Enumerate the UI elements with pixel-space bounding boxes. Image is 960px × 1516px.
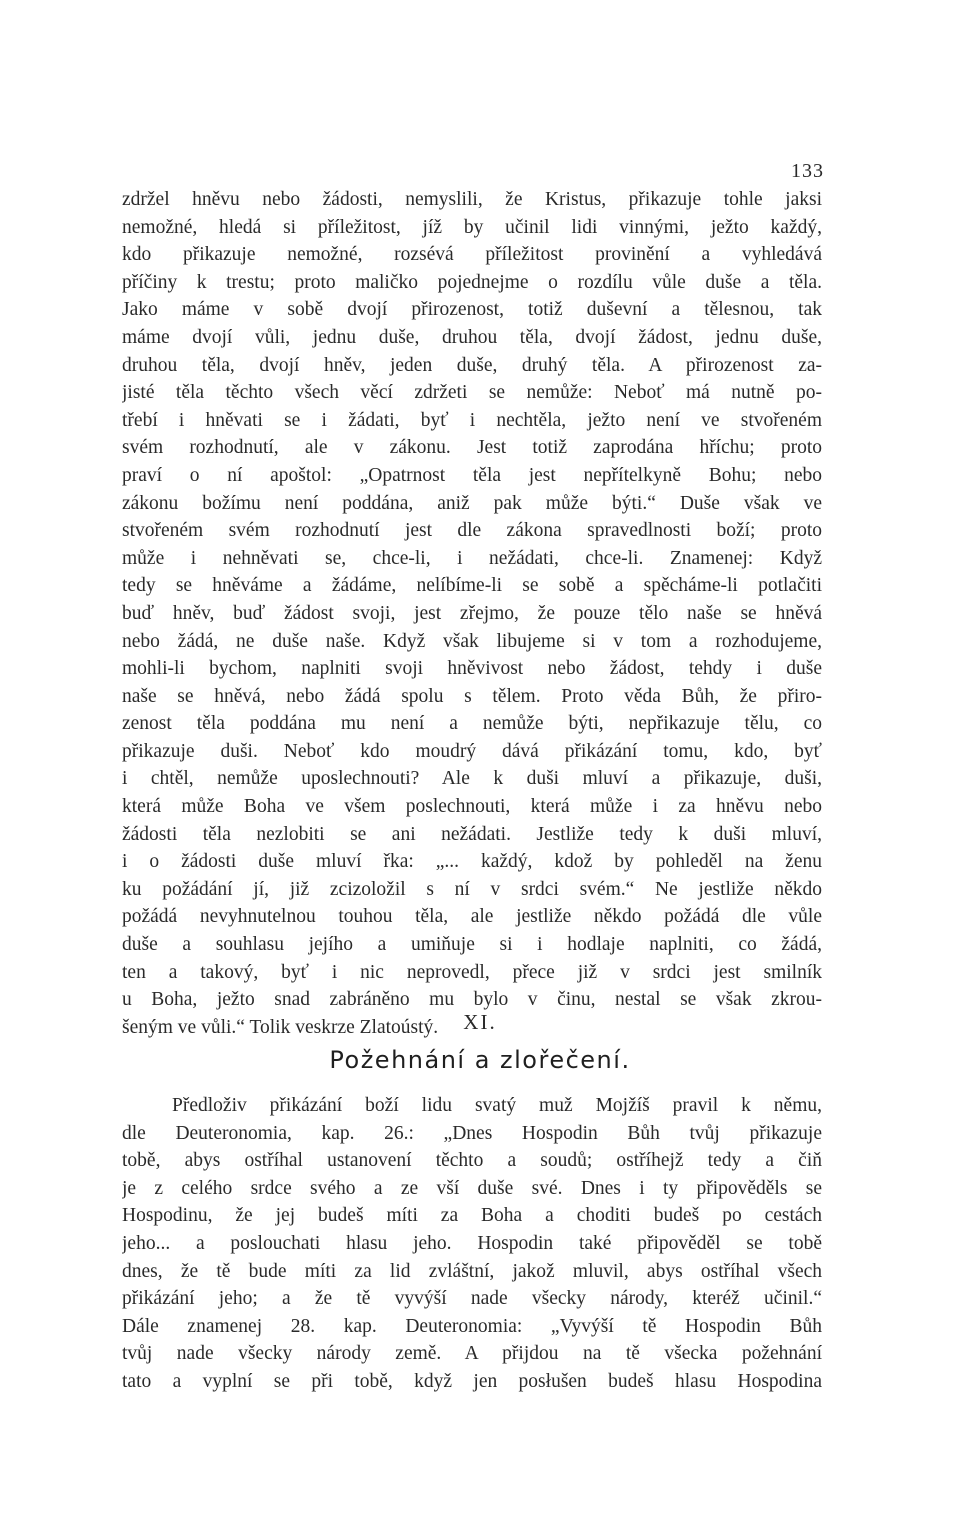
text-line: Hospodinu, že jej budeš míti za Boha a choditi budeš po cestách bbox=[122, 1205, 822, 1227]
text-line: příčiny k trestu; proto maličko pojednejme o rozdílu vůle duše a těla. bbox=[122, 271, 822, 293]
text-line: kdo přikazuje nemožné, rozsévá příležitost provinění a vyhledává bbox=[122, 244, 822, 266]
text-line: dle Deuteronomia, kap. 26.: „Dnes Hospodin Bůh tvůj přikazuje bbox=[122, 1122, 822, 1144]
text-line: tedy se hněváme a žádáme, nelíbíme-li se sobě a spěcháme-li potlačiti bbox=[122, 575, 822, 597]
text-line: může i nehněvati se, chce-li, i nežádati, chce-li. Znamenej: Když bbox=[122, 547, 822, 569]
text-line: která může Boha ve všem poslechnouti, která může i za hněvu nebo bbox=[122, 796, 822, 818]
text-line: jisté těla těchto všech věcí zdržeti se nemůže: Neboť má nutně po- bbox=[122, 382, 822, 404]
text-line: tvůj nade všecky národy země. A přijdou na tě všecka požehnání bbox=[122, 1343, 822, 1365]
text-line: stvořeném svém rozhodnutí jest dle zákona spravedlnosti boží; proto bbox=[122, 520, 822, 542]
text-line: nebo žádá, ne duše naše. Když však libujeme si v tom a rozhodujeme, bbox=[122, 630, 822, 652]
text-line: tobě, abys ostříhal ustanovení těchto a soudů; ostříhejž tedy a čiň bbox=[122, 1150, 822, 1172]
text-line: přikázání jeho; a že tě vyvýší nade všecky národy, kteréž učinil.“ bbox=[122, 1288, 822, 1310]
text-line: svém rozhodnutí, ale v zákonu. Jest totiž zaprodána hříchu; proto bbox=[122, 437, 822, 459]
text-line: jeho... a poslouchati hlasu jeho. Hospodin také připověděl se tobě bbox=[122, 1232, 822, 1254]
text-line: zenost těla poddána mu není a nemůže býti, nepřikazuje tělu, co bbox=[122, 713, 822, 735]
text-line: druhou těla, dvojí hněv, jeden duše, druhý těla. A přirozenost za- bbox=[122, 354, 822, 376]
text-line: zákonu božímu není poddána, aniž pak může býti.“ Duše však ve bbox=[122, 492, 822, 514]
section-number: XI. bbox=[463, 1010, 497, 1034]
text-line: tato a vyplní se při tobě, když jen posłušen budeš hlasu Hospodina bbox=[122, 1370, 822, 1392]
text-line: máme dvojí vůli, jednu duše, druhou těla, dvojí žádost, jednu duše, bbox=[122, 326, 822, 348]
text-line: u Boha, ježto snad zabráněno mu bylo v činu, nestal se však zkrou- bbox=[122, 989, 822, 1011]
body-paragraph bbox=[122, 186, 822, 1041]
section-title: Požehnání a zlořečení. bbox=[329, 1046, 631, 1074]
text-line: buď hněv, buď žádost svoji, jest zřejmo, že pouze tělo naše se hněvá bbox=[122, 602, 822, 624]
text-line: i o žádosti duše mluví řka: „... každý, kdož by pohleděl na ženu bbox=[122, 851, 822, 873]
page-number: 133 bbox=[791, 160, 824, 182]
text-line: Dále znamenej 28. kap. Deuteronomia: „Vyvýší tě Hospodin Bůh bbox=[122, 1315, 822, 1337]
text-line: přikazuje duši. Neboť kdo moudrý dává přikázání tomu, kdo, byť bbox=[122, 740, 822, 762]
text-line: naše se hněvá, nebo žádá spolu s tělem. Proto věda Bůh, že přiro- bbox=[122, 685, 822, 707]
text-line: nemožné, hledá si příležitost, jíž by učinil lidi vinnými, ježto každý, bbox=[122, 216, 822, 238]
text-line: požádá nevyhnutelnou touhou těla, ale jestliže někdo požádá dle vůle bbox=[122, 906, 822, 928]
text-line: duše a souhlasu jejího a umiňuje si i hodlaje naplniti, co žádá, bbox=[122, 934, 822, 956]
text-line: třebí i hněvati se i žádati, byť i nechtěla, ježto není ve stvořeném bbox=[122, 409, 822, 431]
text-line: Jako máme v sobě dvojí přirozenost, totiž duševní a tělesnou, tak bbox=[122, 299, 822, 321]
text-line: žádosti těla nezlobiti se ani nežádati. Jestliže tedy k duši mluví, bbox=[122, 823, 822, 845]
text-line: dnes, že tě bude míti za lid zvláštní, jakož mluvil, abys ostříhal všech bbox=[122, 1260, 822, 1282]
text-line: šeným ve vůli.“ Tolik veskrze Zlatoústý. bbox=[122, 1016, 439, 1038]
text-line: je z celého srdce svého a ze vší duše své. Dnes i ty připověděls se bbox=[122, 1177, 822, 1199]
text-line: Předloživ přikázání boží lidu svatý muž Mojžíš pravil k němu, bbox=[172, 1095, 822, 1116]
text-line: ku požádání jí, již zcizoložil s ní v srdci svém.“ Ne jestliže někdo bbox=[122, 878, 822, 900]
text-line: praví o ní apoštol: „Opatrnost těla jest nepřítelkyně Bohu; nebo bbox=[122, 464, 822, 486]
section-paragraph bbox=[122, 1092, 822, 1396]
text-line: mohli-li bychom, naplniti svoji hněvivost nebo žádost, tehdy i duše bbox=[122, 658, 822, 680]
text-line: ten a takový, byť i nic neprovedl, přece již v srdci jest smilník bbox=[122, 961, 822, 983]
text-line: zdržel hněvu nebo žádosti, nemyslili, že Kristus, přikazuje tohle jaksi bbox=[122, 189, 822, 210]
text-line: i chtěl, nemůže uposlechnouti? Ale k duši mluví a přikazuje, duši, bbox=[122, 768, 822, 790]
